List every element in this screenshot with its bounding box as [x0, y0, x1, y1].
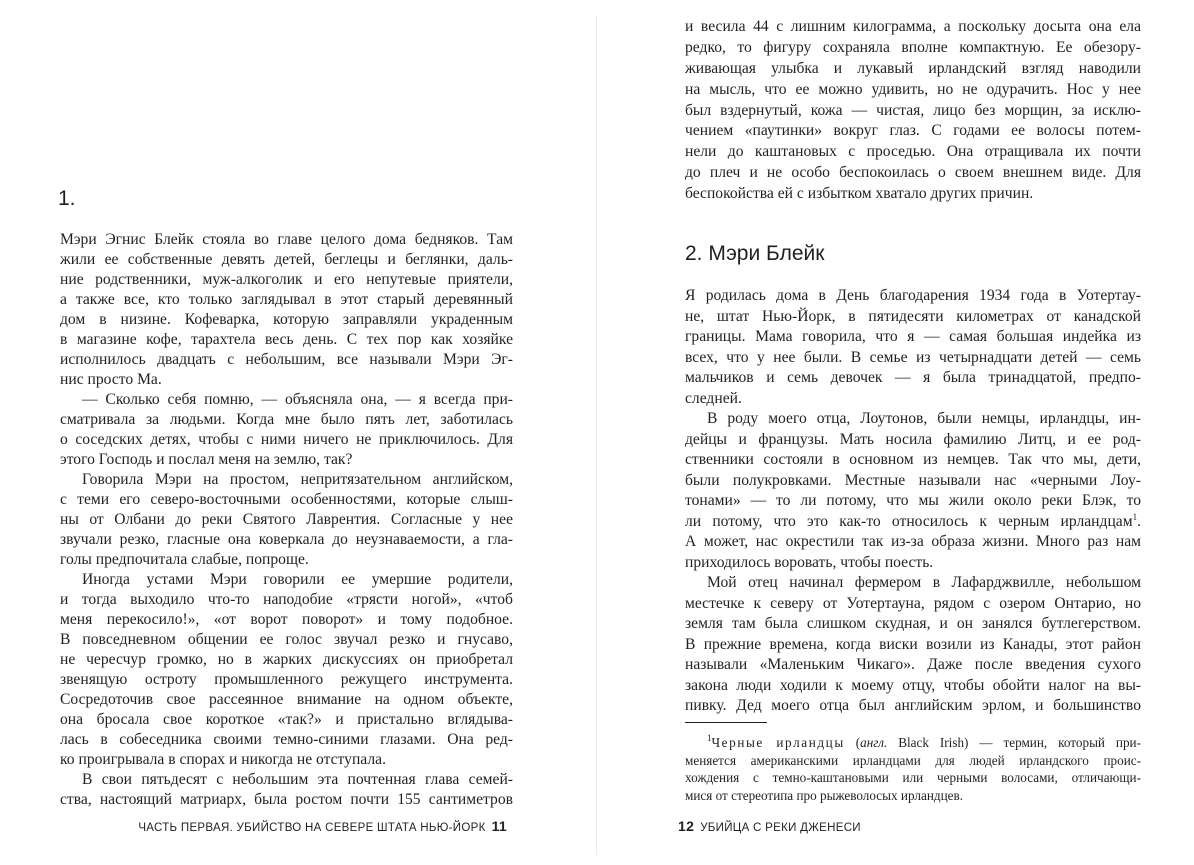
right-page	[598, 0, 1194, 865]
text-line: дом в низине. Кофеварка, которую заправляли украденным	[60, 311, 513, 328]
body-text	[60, 230, 513, 810]
footnote-lang: англ.	[860, 735, 888, 750]
text-line: следней.	[685, 389, 742, 407]
text-line	[685, 512, 1141, 533]
text-line: приходилось воровать, чтобы поесть.	[685, 553, 934, 571]
text-line: этого Господь и послал меня на землю, так?	[60, 451, 353, 468]
running-head: УБИЙЦА С РЕКИ ДЖЕНЕСИ	[700, 822, 861, 834]
text-line: ние родственники, муж-алкоголик и его непутевые приятели,	[60, 271, 513, 288]
text-line: чением «паутинки» вокруг глаз. С годами ее волосы потем-	[685, 122, 1141, 140]
text-line: звучали резко, гласные она коверкала до неузнаваемости, а гла-	[60, 531, 513, 548]
text-line: В повседневном общении ее голос звучал резко и гнусаво,	[60, 631, 513, 648]
text-line: Иногда устами Мэри говорили ее умершие родители,	[82, 571, 513, 588]
text-line: редко, то фигуру сохраняла вполне компактную. Ее обезору-	[685, 38, 1141, 56]
footnote-reference[interactable]: 1	[1132, 511, 1138, 522]
text-line: закона люди ходили к моему отцу, чтобы обойти налог на вы-	[685, 676, 1141, 694]
text-line: ко проигрывала в спорах и никогда не отступала.	[60, 751, 386, 768]
text-line: жили ее собственные девять детей, беглецы и беглянки, даль-	[60, 251, 513, 268]
text-line: В свои пятьдесят с небольшим эта почтенная глава семей-	[82, 771, 513, 788]
footnote-text: Black Irish) — термин, который при-	[887, 735, 1141, 750]
text-line: тонами» — то ли потому, что мы жили около реки Блэк, то	[685, 492, 1141, 509]
footnote	[685, 734, 1141, 804]
footnote-line: мися от стереотипа про рыжеволосых ирландцев.	[685, 787, 964, 803]
text-line: в магазине кофе, тарахтела весь день. С тех пор как хозяйке	[60, 331, 513, 348]
text-line: звенящую остроту промышленного режущего инструмента.	[60, 671, 513, 688]
text-line: о соседских детях, чтобы с ними ничего не приключилось. Для	[60, 431, 513, 448]
text-line: ства, настоящий матриарх, была ростом почти 155 сантиметров	[60, 791, 513, 808]
text-line: — Сколько себя помню, — объясняла она, — я всегда при-	[82, 391, 513, 408]
text-line: ственники состояли в основном из немцев. Так что мы, дети,	[685, 451, 1141, 468]
text-line: пивку. Дед моего отца был английским эрлом, и большинство	[685, 697, 1141, 714]
text-line: всех, что у нее были. В семье из четырнадцати детей — семь	[685, 348, 1141, 366]
text-line: и весила 44 с лишним килограмма, а поскольку досыта она ела	[685, 18, 1141, 35]
gutter-divider	[596, 15, 597, 855]
text-line: не чересчур громко, но в жарких дискуссиях он приобретал	[60, 651, 513, 668]
text-line: называли «Маленьким Чикаго». Даже после введения сухого	[685, 656, 1141, 673]
text-line: голы предпочитала слабые, попроще.	[60, 551, 309, 568]
text-line: Мэри Эгнис Блейк стояла во главе целого дома бедняков. Там	[60, 231, 513, 248]
running-head: ЧАСТЬ ПЕРВАЯ. УБИЙСТВО НА СЕВЕРЕ ШТАТА НЬЮ-ЙОРК	[138, 822, 486, 834]
text-line: нис просто Ма.	[60, 371, 162, 388]
footnote-marker: 1	[707, 733, 712, 743]
text-line: лась в собеседника своими темно-синими глазами. Она ред-	[60, 731, 513, 748]
footnote-text: (	[844, 735, 861, 750]
chapter-heading: 2. Мэри Блейк	[685, 242, 825, 265]
text-line: не, штат Нью-Йорк, в пятидесяти километрах от канадской	[685, 307, 1141, 325]
page-footer	[678, 818, 861, 834]
text-line: до плеч и не особо беспокоилась о своем внешнем виде. Для	[685, 164, 1141, 182]
text-line: В роду моего отца, Лоутонов, были немцы, ирландцы, ин-	[707, 410, 1141, 427]
text-line: исполнилось двадцать с небольшим, все называли Мэри Эг-	[60, 351, 513, 368]
chapter-heading: 1.	[58, 187, 76, 210]
text-line: был вздернутый, кожа — чистая, лицо без морщин, за исклю-	[685, 101, 1141, 119]
text-line: Сосредоточив свое рассеянное внимание на одном объекте,	[60, 691, 513, 708]
text-line: В прежние времена, когда виски возили из Канады, этот район	[685, 635, 1141, 653]
text-line: нели до каштановых с проседью. Она отращивала их почти	[685, 143, 1141, 161]
footnote-line: хождения с темно-каштановыми или черными волосами, отличающи-	[685, 770, 1141, 785]
text-line: А может, нас окрестили так из-за образа жизни. Много раз нам	[685, 533, 1141, 550]
text-line: были полукровками. Местные называли нас «черными Лоу-	[685, 471, 1141, 489]
text-line: она бросала свое короткое «так?» и пристально вглядыва-	[60, 711, 513, 728]
text-line: границы. Мама говорила, что я — самая большая индейка из	[685, 328, 1141, 345]
footnote-term: Черные ирландцы	[711, 735, 845, 750]
page-number: 11	[491, 818, 507, 834]
text-line: дейцы и французы. Мать носила фамилию Литц, и ее род-	[685, 430, 1141, 448]
text-line: земля там была слишком скудная, и он занялся бутлегерством.	[685, 615, 1141, 632]
text-line: Я родилась дома в День благодарения 1934 года в Уотертау-	[685, 287, 1141, 304]
continued-text	[685, 17, 1141, 205]
text-line: беспокойства ей с избытком хватало других причин.	[685, 185, 1034, 203]
page-number: 12	[678, 818, 695, 834]
footnote-rule	[685, 722, 767, 723]
text-line: с теми его северо-восточными особенностями, которые слыш-	[60, 491, 513, 508]
text-line: на мысль, что ее можно удивить, но не одурачить. Нос у нее	[685, 80, 1141, 98]
page-footer	[138, 818, 513, 834]
text-line: Мой отец начинал фермером в Лафарджвилле, небольшом	[707, 574, 1141, 591]
text-line: Говорила Мэри на простом, непритязательном английском,	[82, 471, 513, 488]
footnote-line: меняется американскими ирландцами для людей ирландского проис-	[685, 752, 1141, 768]
line-text: .	[1137, 512, 1141, 530]
text-line: а также все, кто только заглядывал в этот старый деревянный	[60, 291, 513, 308]
text-line: ны от Олбани до реки Святого Лаврентия. Согласные у нее	[60, 511, 513, 528]
text-line: живающая улыбка и лукавый ирландский взгляд наводили	[685, 59, 1141, 77]
text-line: сматривала за людьми. Когда мне было пять лет, заботилась	[60, 411, 513, 428]
line-text: ли потому, что это как-то относилось к черным ирландцам	[685, 512, 1133, 530]
text-line: местечке к северу от Уотертауна, рядом с озером Онтарио, но	[685, 594, 1141, 612]
text-line: меня перекосило!», «от ворот поворот» и тому подобное.	[60, 611, 513, 628]
body-text	[685, 286, 1141, 717]
text-line: мальчиков и семь девочек — я была тринадцатой, предпо-	[685, 369, 1141, 386]
text-line: и тогда выходило что-то наподобие «трясти ногой», «чтоб	[60, 591, 513, 608]
